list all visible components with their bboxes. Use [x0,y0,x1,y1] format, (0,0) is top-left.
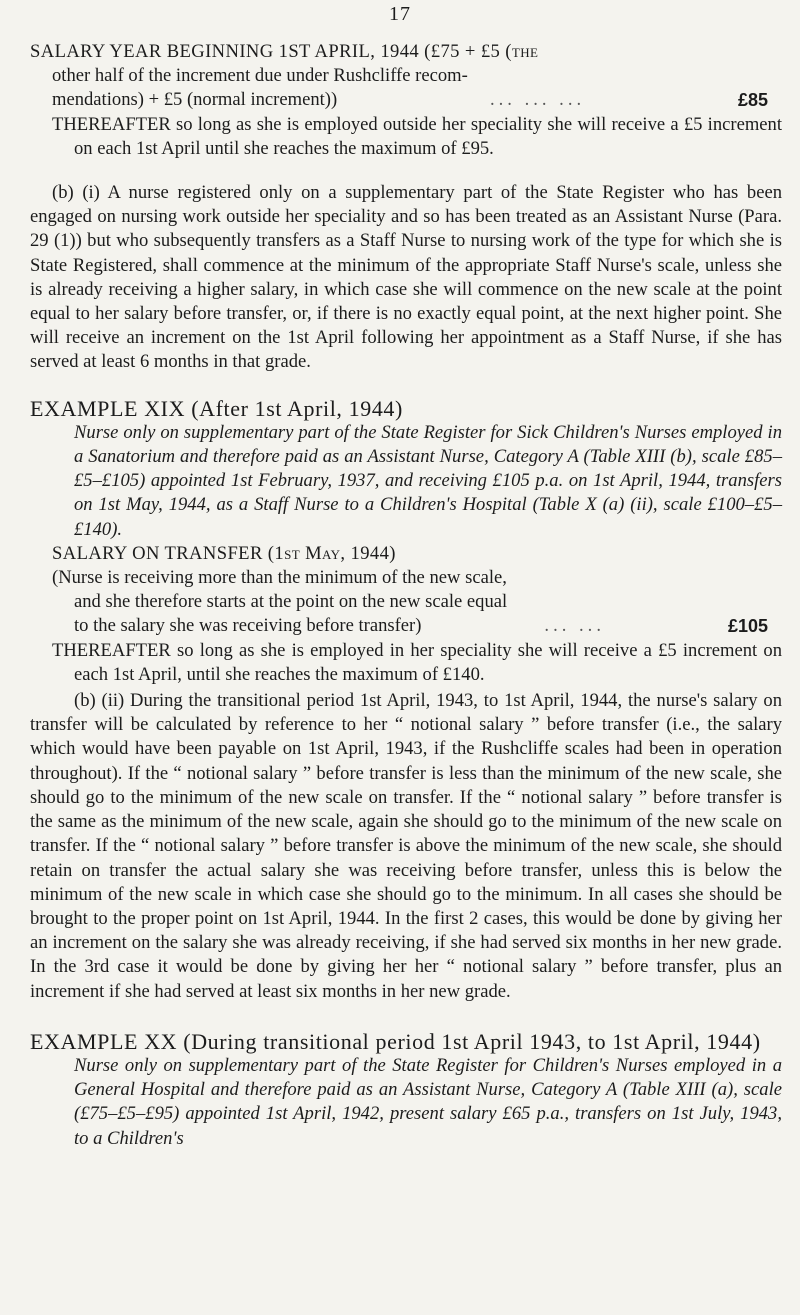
example-xix-heading: EXAMPLE XIX (After 1st April, 1944) [30,395,403,421]
paragraph-b-i: (b) (i) A nurse registered only on a supplementary part of the State Register who has been engaged on nursing work outside her speciality and so has been treated as an Assistant Nurse (Para. 29 (1)) but who subsequently transfers as a Staff Nurse to nursing work of the type for which she is State Registered, shall commence at the minimum of the appropriate Staff Nurse's scale, unless she is already receiving a higher salary, in which case she will commence on the new scale at the point equal to her salary before transfer, or, if there is no exactly equal point, at the next higher point. She will receive an increment on the 1st April following her appointment as a Staff Nurse, if she has served at least 6 months in that grade. [30,182,782,373]
example-xx-heading: EXAMPLE XX (During transitional period 1st April 1943, to 1st April, 1944) [30,1028,761,1054]
leader-dots: ... ... ... [489,89,586,111]
example-xix-description: Nurse only on supplementary part of the State Register for Sick Children's Nurses employed in a Sanatorium and therefore paid as an Assistant Nurse, Category A (Table XIII (b), scale £85–£5–£105) appointed 1st February, 1937, and receiving £105 p.a. on 1st April, 1944, transfers on 1st May, 1944, as a Staff Nurse to a Children's Hospital (Table X (a) (ii), scale £100–£5–£140). [74,421,782,540]
example-xix-thereafter: THEREAFTER so long as she is employed in her speciality she will receive a £5 increment on each 1st April, until she reaches the maximum of £140. [52,639,782,685]
example-xix-explain-3: to the salary she was receiving before transfer) [74,615,422,637]
example-xix-amount: £105 [727,616,768,637]
leader-dots: ... ... [544,615,605,637]
salary-year-block [30,40,782,161]
example-xix-amount-row [30,614,782,638]
salary-year-line-1: SALARY YEAR BEGINNING 1ST APRIL, 1944 (£75 + £5 (the [30,41,539,62]
page-number: 17 [389,3,411,25]
example-xx-description: Nurse only on supplementary part of the State Register for Children's Nurses employed in a General Hospital and therefore paid as an Assistant Nurse, Category A (Table XIII (a), scale (£75–£5–£95) appointed 1st April, 1942, present salary £65 p.a., transfers on 1st July, 1943, to a Children's [74,1054,782,1149]
example-xix-explain-2: and she therefore starts at the point on the new scale equal [74,591,508,613]
salary-year-amount-row [30,88,782,112]
salary-year-amount: £85 [737,90,768,111]
salary-year-thereafter: THEREAFTER so long as she is employed outside her speciality she will receive a £5 increment on each 1st April until she reaches the maximum of £95. [52,113,782,159]
salary-year-line-3: mendations) + £5 (normal increment)) [52,89,338,111]
page-body [30,40,782,1151]
salary-year-line-2: other half of the increment due under Rushcliffe recom- [52,65,468,87]
paragraph-b-ii: (b) (ii) During the transitional period 1st April, 1943, to 1st April, 1944, the nurse's salary on transfer will be calculated by reference to her “ notional salary ” before transfer (i.e., the salary which would have been payable on 1st April, 1943, if the Rushcliffe scales had been in operation throughout). If the “ notional salary ” before transfer is less than the minimum of the new scale, she should go to the minimum of the new scale on transfer. If the “ notional salary ” before transfer is the same as the minimum of the new scale, again she should go to the minimum of the new scale on transfer. If the “ notional salary ” before transfer is above the minimum of the new scale, she should retain on transfer the actual salary she was receiving before transfer, unless this is below the minimum of the new scale in which case she should go to the minimum. In all cases she should be brought to the proper point on 1st April, 1944. In the first 2 cases, this would be done by giving her an increment on the salary she was already receiving, if she had served six months in her new grade. In the 3rd case it would be done by giving her her “ notional salary ” before transfer, plus an increment if she had served at least six months in her new grade. [30,690,782,1002]
salary-on-transfer-heading: SALARY ON TRANSFER (1st May, 1944) [52,542,396,564]
example-xix-explain-1: (Nurse is receiving more than the minimum of the new scale, [52,567,507,589]
